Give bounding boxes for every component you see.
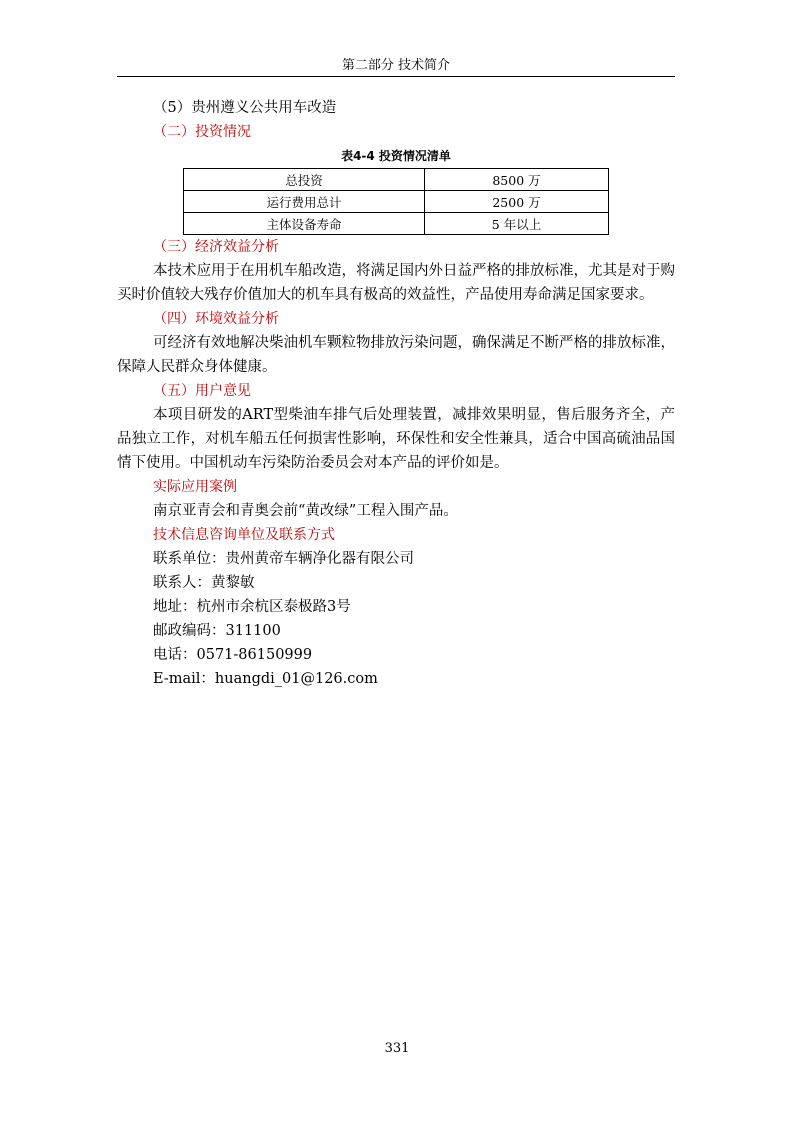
contact-unit: 联系单位：贵州黄帝车辆净化器有限公司 <box>153 551 414 567</box>
page-content <box>117 96 675 691</box>
contact-email: E-mail：huangdi_01@126.com <box>153 671 378 687</box>
table-row <box>184 191 609 213</box>
table-cell-label: 运行费用总计 <box>184 191 425 213</box>
table-caption: 表4-4 投资情况清单 <box>341 149 451 163</box>
investment-table <box>183 168 609 235</box>
section-heading-environment: （四）环境效益分析 <box>153 311 279 327</box>
table-cell-label: 总投资 <box>184 169 425 191</box>
section-heading-economic: （三）经济效益分析 <box>153 239 279 255</box>
contact-person: 联系人：黄黎敏 <box>153 575 255 591</box>
table-cell-label: 主体设备寿命 <box>184 213 425 235</box>
page-header: 第二部分 技术简介 <box>341 58 451 73</box>
table-cell-value: 5 年以上 <box>425 213 609 235</box>
header-rule <box>117 76 675 77</box>
page-number: 331 <box>384 1041 410 1056</box>
table-cell-value: 2500 万 <box>425 191 609 213</box>
section-heading-user-opinion: （五）用户意见 <box>153 383 251 399</box>
section-heading-contact: 技术信息咨询单位及联系方式 <box>153 527 335 543</box>
section-heading-case: 实际应用案例 <box>153 479 237 495</box>
contact-address: 地址：杭州市余杭区泰极路3号 <box>153 599 351 615</box>
table-row <box>184 213 609 235</box>
table-cell-value: 8500 万 <box>425 169 609 191</box>
intro-item: （5）贵州遵义公共用车改造 <box>153 100 337 116</box>
section-heading-investment: （二）投资情况 <box>153 124 251 140</box>
user-opinion-paragraph: 本项目研发的ART型柴油车排气后处理装置，减排效果明显，售后服务齐全，产品独立工作，对机车船五任何损害性影响，环保性和安全性兼具，适合中国高硫油品国情下使用。中国机动车污染防治委员会对本产品的评价如是。 <box>117 407 675 471</box>
table-row <box>184 169 609 191</box>
environment-paragraph: 可经济有效地解决柴油机车颗粒物排放污染问题，确保满足不断严格的排放标准，保障人民群众身体健康。 <box>117 335 675 375</box>
case-text: 南京亚青会和青奥会前“黄改绿”工程入围产品。 <box>153 503 458 519</box>
economic-paragraph: 本技术应用于在用机车船改造，将满足国内外日益严格的排放标准，尤其是对于购买时价值较大残存价值加大的机车具有极高的效益性，产品使用寿命满足国家要求。 <box>117 263 675 303</box>
contact-phone: 电话：0571-86150999 <box>153 647 313 663</box>
contact-postcode: 邮政编码：311100 <box>153 623 281 639</box>
